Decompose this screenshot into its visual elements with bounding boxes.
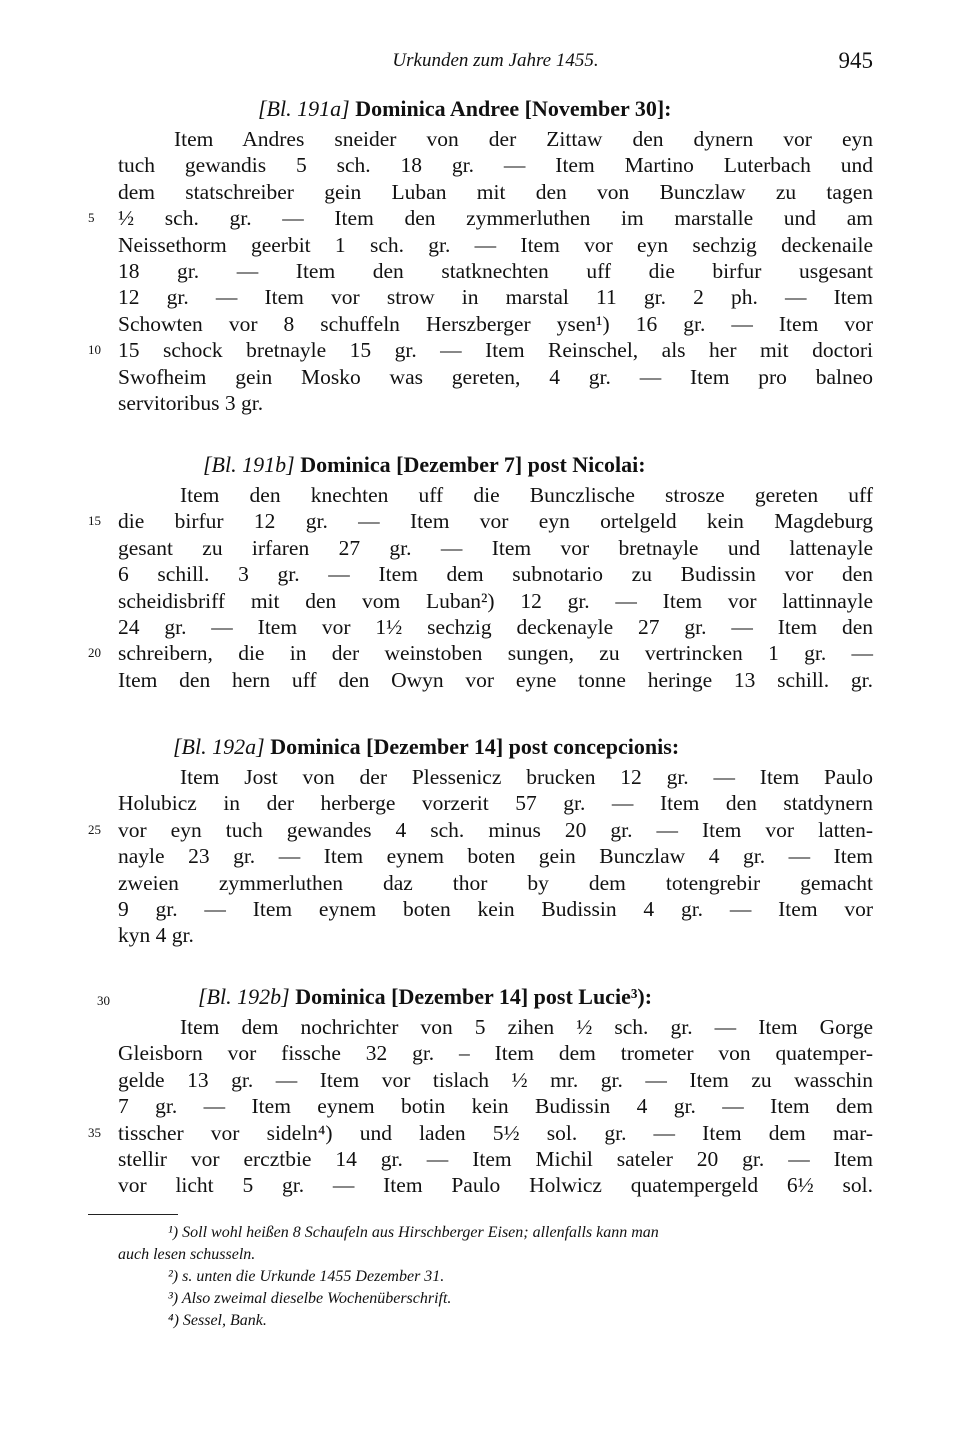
line-number: 10 (88, 342, 101, 358)
line-number: 25 (88, 821, 101, 837)
footnote-rule (88, 1214, 178, 1215)
text-line: dem statschreiber gein Luban mit den von Bunczlaw zu tagen (118, 179, 873, 204)
text-line: 10 15 schock bretnayle 15 gr. — Item Reinschel, als her mit doctori (88, 338, 873, 363)
footnote: ⁴) Sessel, Bank. (168, 1312, 267, 1329)
text-line: nayle 23 gr. — Item eynem boten gein Bunczlaw 4 gr. — Item (118, 844, 873, 869)
running-title: Urkunden zum Jahre 1455. (392, 50, 599, 71)
section-title: Dominica [Dezember 14] post concepcionis: (270, 734, 680, 759)
folio-reference: [Bl. 191a] (258, 96, 350, 121)
footnotes (118, 1222, 873, 1332)
text-line: 20 schreibern, die in der weinstoben sungen, zu vertrincken 1 gr. — (88, 641, 873, 666)
footnote: ¹) Soll wohl heißen 8 Schaufeln aus Hirschberger Eisen; allenfalls kann man (168, 1224, 659, 1241)
text-line: 5 ½ sch. gr. — Item den zymmerluthen im marstalle und am (88, 206, 873, 231)
section-heading (118, 448, 873, 482)
footnote: ³) Also zweimal dieselbe Wochenüberschrift. (168, 1290, 452, 1307)
text-line: 25 vor eyn tuch gewandes 4 sch. minus 20 gr. — Item vor latten- (88, 817, 873, 842)
line-number: 20 (88, 645, 101, 661)
text-line: scheidisbriff mit den vom Luban²) 12 gr. — Item vor lattinnayle (118, 588, 873, 613)
text-line: tuch gewandis 5 sch. 18 gr. — Item Martino Luterbach und (118, 153, 873, 178)
text-line: Item Andres sneider von der Zittaw den dynern vor eyn (174, 127, 873, 151)
line-number: 15 (88, 513, 101, 529)
text-line: Gleisborn vor fissche 32 gr. – Item dem trometer von quatemper- (118, 1041, 873, 1066)
line-number: 35 (88, 1124, 101, 1140)
text-line: 15 die birfur 12 gr. — Item vor eyn ortelgeld kein Magdeburg (88, 509, 873, 534)
text-line: Item Jost von der Plessenicz brucken 12 gr. — Item Paulo (180, 765, 873, 789)
section-heading (118, 730, 873, 764)
folio-reference: [Bl. 192b] (198, 984, 290, 1009)
section-title: Dominica [Dezember 7] post Nicolai: (300, 452, 646, 477)
text-line: gesant zu irfaren 27 gr. — Item vor bretnayle und lattenayle (118, 535, 873, 560)
text-line: servitoribus 3 gr. (118, 390, 264, 415)
entry-section (88, 730, 873, 949)
text-line: gelde 13 gr. — Item vor tislach ½ mr. gr. — Item zu wasschin (118, 1067, 873, 1092)
text-line: 35 tisscher vor sideln⁴) und laden 5½ sol. gr. — Item dem mar- (88, 1120, 873, 1145)
section-heading (97, 980, 873, 1014)
text-line: Swofheim gein Mosko was gereten, 4 gr. — Item pro balneo (118, 364, 873, 389)
folio-reference: [Bl. 192a] (173, 734, 265, 759)
section-heading (118, 92, 873, 126)
text-line: 9 gr. — Item eynem boten kein Budissin 4 gr. — Item vor (118, 896, 873, 921)
line-number: 5 (88, 210, 95, 226)
text-line: 18 gr. — Item den statknechten uff die birfur usgesant (118, 258, 873, 283)
entry-section (88, 980, 873, 1199)
entry-section (88, 448, 873, 693)
text-line: stellir vor ercztbie 14 gr. — Item Michil sateler 20 gr. — Item (118, 1146, 873, 1171)
page-number: 945 (838, 48, 873, 73)
text-line: vor licht 5 gr. — Item Paulo Holwicz quatempergeld 6½ sol. (118, 1173, 873, 1198)
page-header (118, 44, 873, 78)
entry-section (88, 92, 873, 416)
text-line: zweien zymmerluthen daz thor by dem totengrebir gemacht (118, 870, 873, 895)
text-line: Schowten vor 8 schuffeln Herszberger ysen¹) 16 gr. — Item vor (118, 311, 873, 336)
text-line: 7 gr. — Item eynem botin kein Budissin 4 gr. — Item dem (118, 1094, 873, 1119)
text-line: kyn 4 gr. (118, 923, 194, 948)
footnote: ²) s. unten die Urkunde 1455 Dezember 31. (168, 1268, 445, 1285)
line-number: 30 (97, 993, 110, 1008)
text-line: Item den knechten uff die Bunczlische strosze gereten uff (180, 483, 873, 507)
footnote: auch lesen schusseln. (118, 1246, 256, 1263)
text-line: Item den hern uff den Owyn vor eyne tonne heringe 13 schill. gr. (118, 667, 873, 692)
section-title: Dominica Andree [November 30]: (355, 96, 672, 121)
text-line: 12 gr. — Item vor strow in marstal 11 gr. 2 ph. — Item (118, 285, 873, 310)
section-title: Dominica [Dezember 14] post Lucie³): (295, 984, 653, 1009)
text-line: Neissethorm geerbit 1 sch. gr. — Item vor eyn sechzig deckenaile (118, 232, 873, 257)
text-line: Holubicz in der herberge vorzerit 57 gr. — Item den statdynern (118, 791, 873, 816)
text-line: Item dem nochrichter von 5 zihen ½ sch. gr. — Item Gorge (180, 1015, 873, 1039)
folio-reference: [Bl. 191b] (203, 452, 295, 477)
text-line: 6 schill. 3 gr. — Item dem subnotario zu Budissin vor den (118, 562, 873, 587)
text-line: 24 gr. — Item vor 1½ sechzig deckenayle 27 gr. — Item den (118, 614, 873, 639)
